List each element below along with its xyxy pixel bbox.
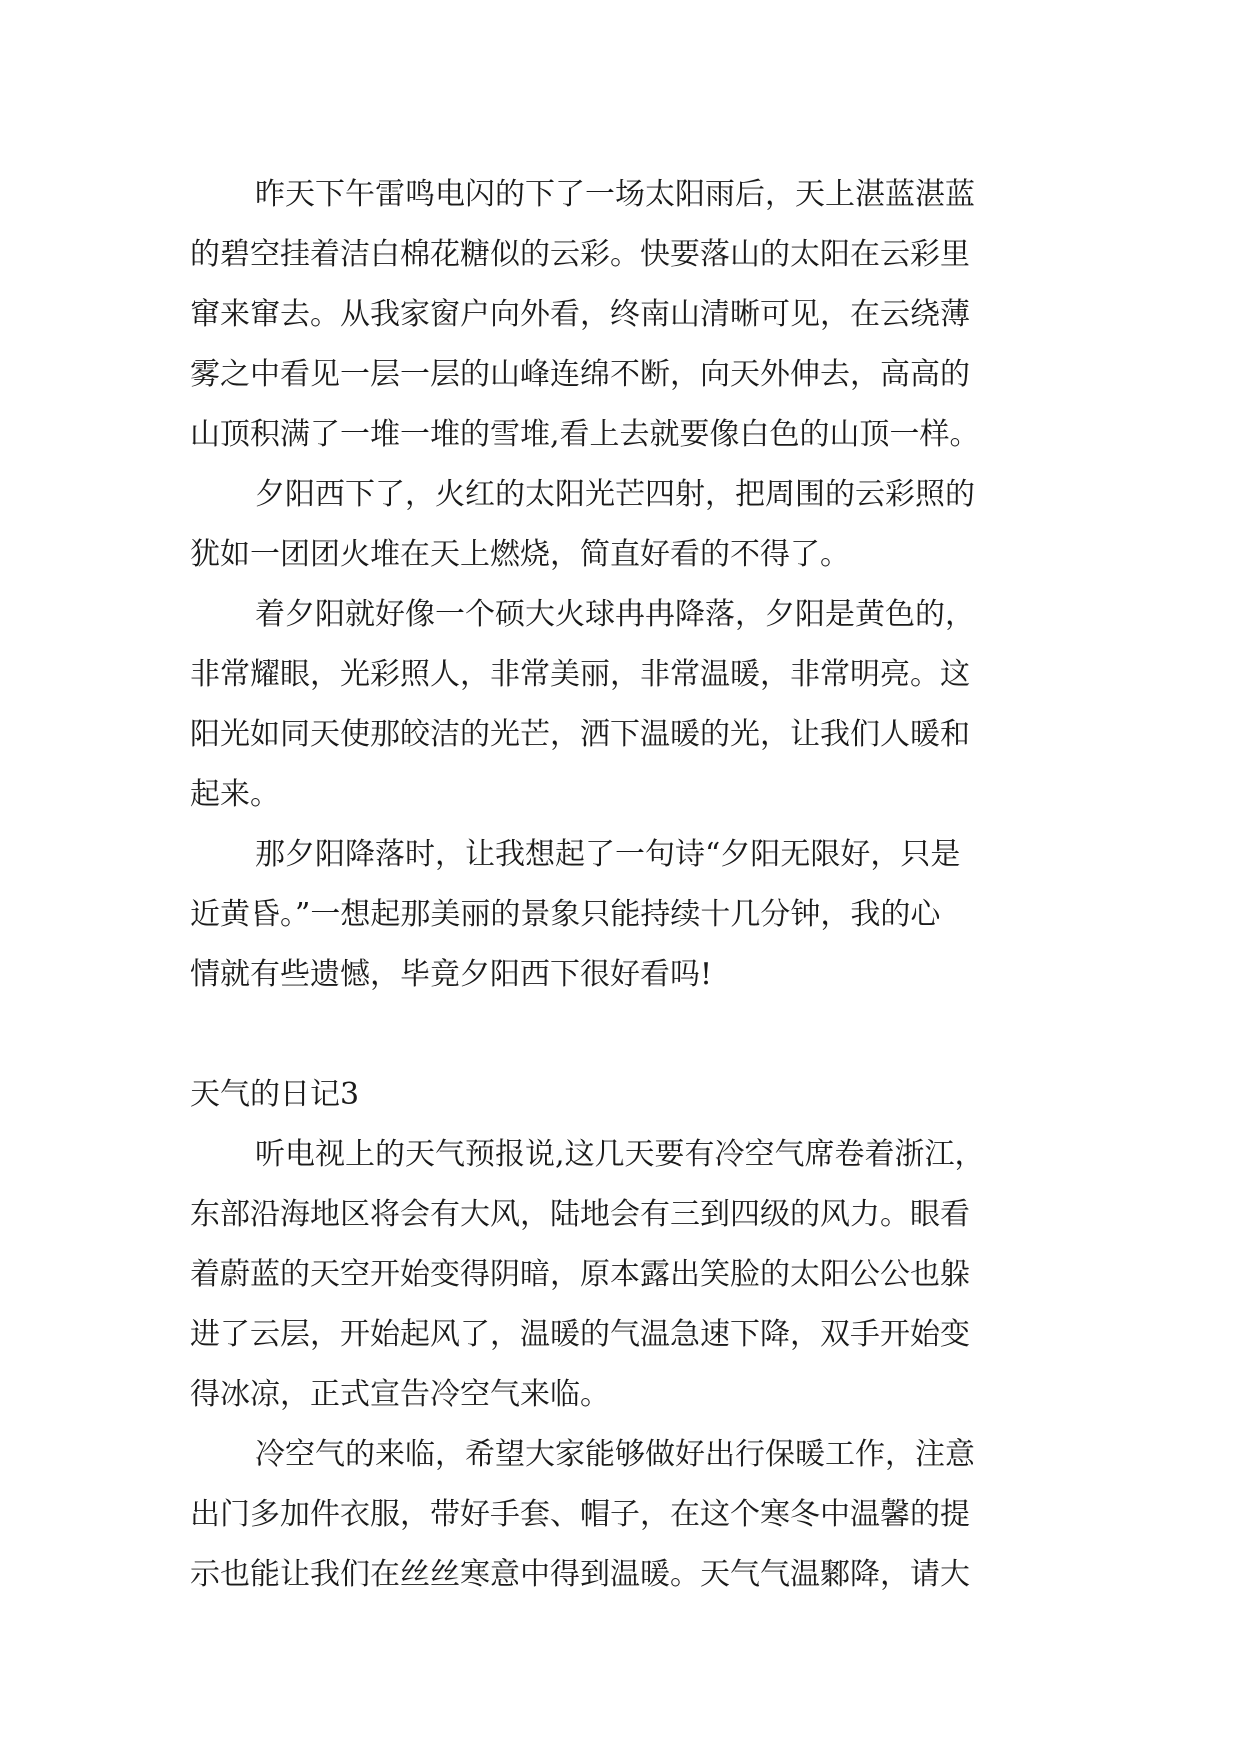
text-line: 山顶积满了一堆一堆的雪堆,看上去就要像白色的山顶一样。 bbox=[190, 417, 980, 452]
section-heading: 天气的日记3 bbox=[190, 1077, 360, 1112]
text-line: 起来。 bbox=[190, 777, 280, 812]
text-line: 阳光如同天使那皎洁的光芒，洒下温暖的光，让我们人暖和 bbox=[190, 717, 970, 752]
text-line: 雾之中看见一层一层的山峰连绵不断，向天外伸去，高高的 bbox=[190, 357, 970, 392]
text-line: 夕阳西下了，火红的太阳光芒四射，把周围的云彩照的 bbox=[255, 477, 975, 512]
text-line: 那夕阳降落时，让我想起了一句诗“夕阳无限好，只是 bbox=[255, 837, 961, 872]
text-line: 出门多加件衣服，带好手套、帽子，在这个寒冬中温馨的提 bbox=[190, 1497, 970, 1532]
paragraph-sunset-fire bbox=[190, 465, 1060, 585]
text-line: 冷空气的来临，希望大家能够做好出行保暖工作，注意 bbox=[255, 1437, 975, 1472]
text-line: 得冰凉，正式宣告冷空气来临。 bbox=[190, 1377, 610, 1412]
text-line: 昨天下午雷鸣电闪的下了一场太阳雨后，天上湛蓝湛蓝 bbox=[255, 177, 975, 212]
text-line: 听电视上的天气预报说,这几天要有冷空气席卷着浙江， bbox=[255, 1137, 985, 1172]
text-line: 着夕阳就好像一个硕大火球冉冉降落，夕阳是黄色的， bbox=[255, 597, 975, 632]
section-spacer bbox=[190, 1005, 1060, 1065]
text-line: 近黄昏。”一想起那美丽的景象只能持续十几分钟，我的心 bbox=[190, 897, 941, 932]
text-line: 犹如一团团火堆在天上燃烧，简直好看的不得了。 bbox=[190, 537, 850, 572]
paragraph-cold-front bbox=[190, 1125, 1060, 1425]
paragraph-sunset-fireball bbox=[190, 585, 1060, 825]
text-line: 非常耀眼，光彩照人，非常美丽，非常温暖，非常明亮。这 bbox=[190, 657, 970, 692]
text-line: 着蔚蓝的天空开始变得阴暗，原本露出笑脸的太阳公公也躲 bbox=[190, 1257, 970, 1292]
text-line: 的碧空挂着洁白棉花糖似的云彩。快要落山的太阳在云彩里 bbox=[190, 237, 970, 272]
text-line: 示也能让我们在丝丝寒意中得到温暖。天气气温鄹降，请大 bbox=[190, 1557, 970, 1592]
paragraph-keep-warm bbox=[190, 1425, 1060, 1605]
text-line: 窜来窜去。从我家窗户向外看，终南山清晰可见，在云绕薄 bbox=[190, 297, 970, 332]
document-body bbox=[190, 165, 1060, 1605]
paragraph-sunset-rain bbox=[190, 165, 1060, 465]
text-line: 进了云层，开始起风了，温暖的气温急速下降，双手开始变 bbox=[190, 1317, 970, 1352]
paragraph-sunset-poem bbox=[190, 825, 1060, 1005]
text-line: 情就有些遗憾，毕竟夕阳西下很好看吗! bbox=[190, 957, 713, 992]
text-line: 东部沿海地区将会有大风，陆地会有三到四级的风力。眼看 bbox=[190, 1197, 970, 1232]
